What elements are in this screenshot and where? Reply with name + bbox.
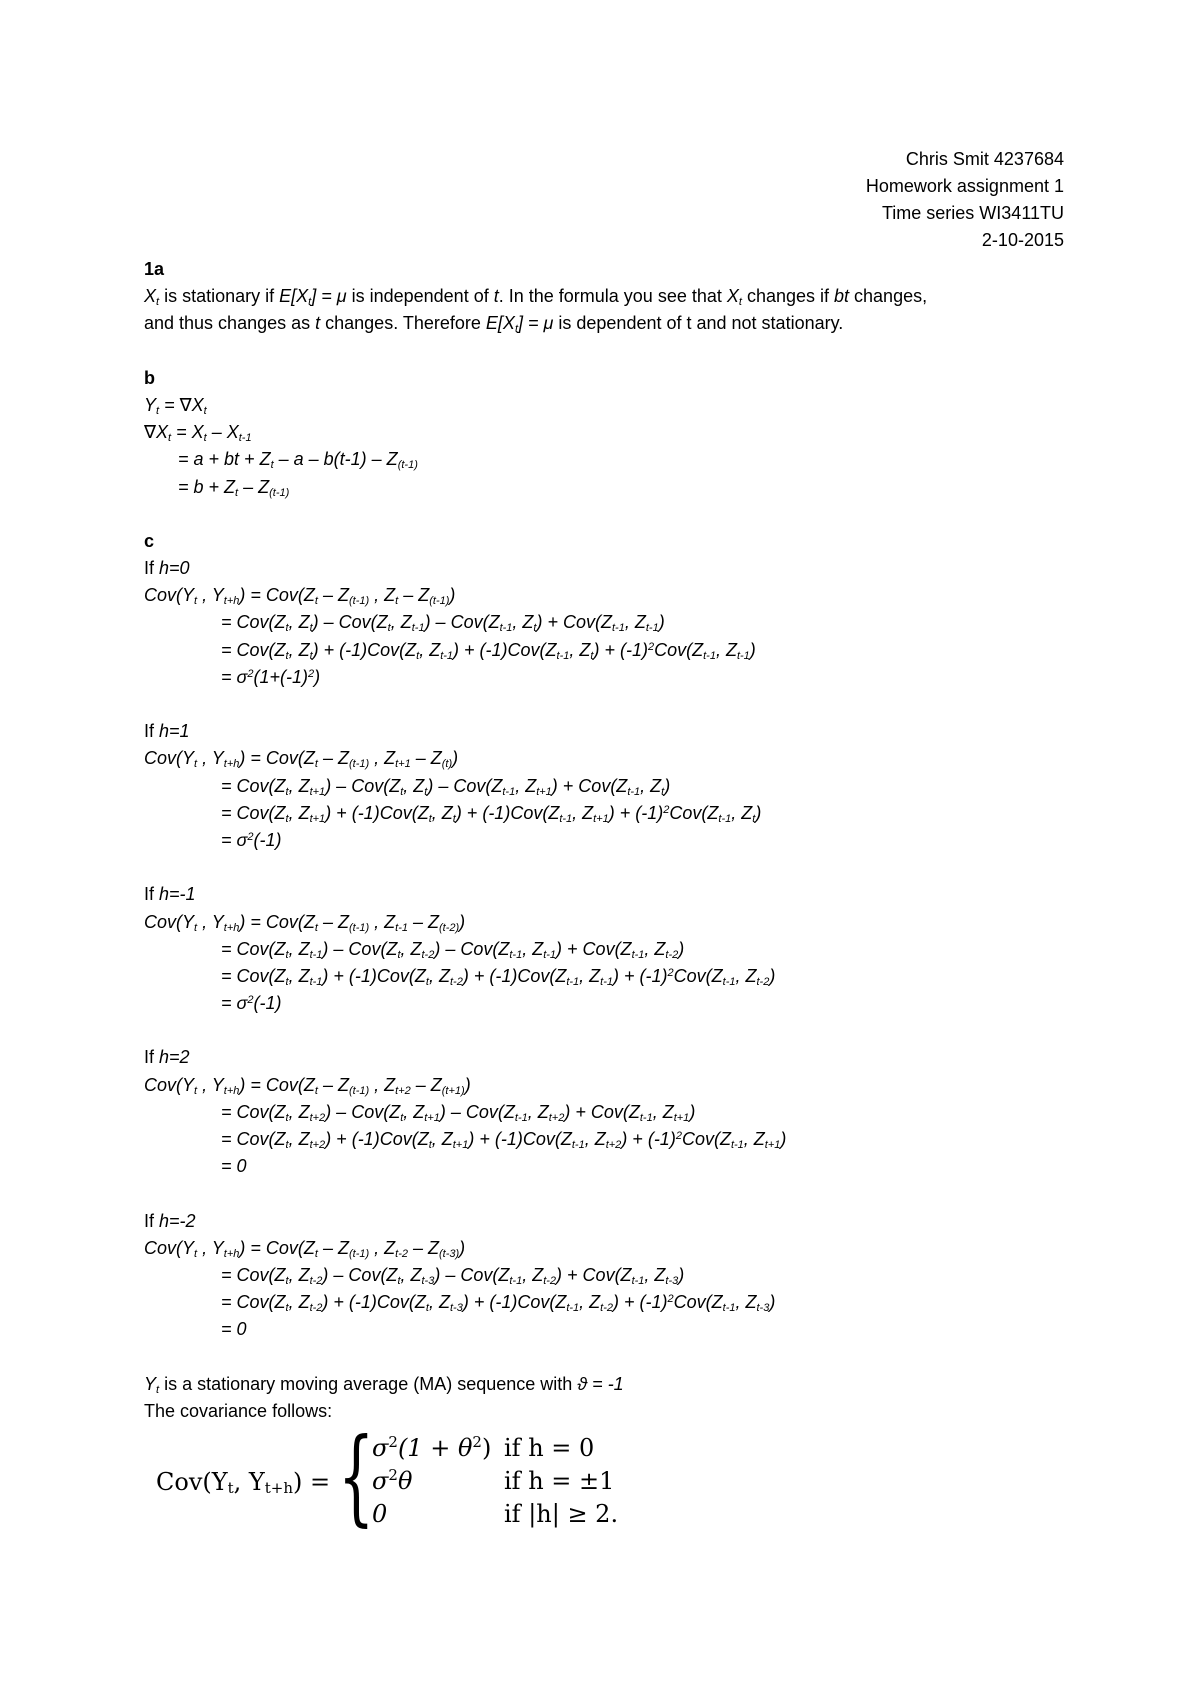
- case-cov-line-1: $Cov(Y_t$ , $Y_{t+h}) = Cov(Z_t - Z_{(t-1)}$ , $Z_{t-2} - Z_{(t-3)}$): [144, 1237, 466, 1260]
- part-a-line-2: and thus changes as t changes. Therefore $E[X_t] = \mu$ is dependent of t and not stationary.: [144, 313, 844, 336]
- case-cov-line-3: = $Cov(Z_t$, $Z_{t+2}) + (-1)Cov(Z_t$, $Z_{t+1}) + (-1)Cov(Z_{t-1}$, $Z_{t+2}) + (-1)^2Cov(Z_{t-1}$, $Z_{t+1}$): [221, 1129, 787, 1151]
- case-cov-line-3: = $Cov(Z_t$, $Z_{t+1}) + (-1)Cov(Z_t$, $Z_t) + (-1)Cov(Z_{t-1}$, $Z_{t+1}) + (-1)^2Cov(Z_{t-1}$, $Z_t$): [221, 802, 762, 825]
- date-line: 2-10-2015: [981, 230, 1064, 250]
- case-cov-line-2: = $Cov(Z_t$, $Z_t) - Cov(Z_t$, $Z_{t-1}) - Cov(Z_{t-1}$, $Z_t) + Cov(Z_{t-1}$, $Z_{t-1}$): [221, 612, 665, 635]
- case-label: If h=2: [144, 1047, 190, 1068]
- covariance-follows: The covariance follows:: [144, 1400, 333, 1421]
- heading-b: b: [144, 367, 155, 388]
- case-result-line: = $\sigma^2(-1)$: [221, 829, 282, 850]
- case-result-line: = $\sigma^2(1+(-1)^2)$: [221, 666, 321, 687]
- covariance-formula: [156, 1415, 636, 1540]
- case-label: If h=0: [144, 558, 190, 579]
- covariance-case: [144, 555, 1084, 718]
- case-cov-line-1: $Cov(Y_t$ , $Y_{t+h}) = Cov(Z_t - Z_{(t-1)}$ , $Z_{t+1} - Z_{(t)}$): [144, 748, 459, 771]
- document-body: [144, 256, 1084, 1425]
- covariance-case: [144, 718, 1084, 881]
- covariance-case: [144, 1044, 1084, 1207]
- part-b-line-1: $Y_t = \nabla X_t$: [144, 394, 207, 417]
- covariance-case: [144, 1208, 1084, 1371]
- part-b-line-4: = $b + Z_t - Z_{(t-1)}$: [178, 476, 290, 499]
- author-line: Chris Smit 4237684: [905, 149, 1064, 169]
- heading-1a: 1a: [144, 259, 165, 279]
- case-cov-line-2: = $Cov(Z_t$, $Z_{t-1}) - Cov(Z_t$, $Z_{t-2}) - Cov(Z_{t-1}$, $Z_{t-1}) + Cov(Z_{t-1}$, $Z_{t-2}$): [221, 938, 685, 961]
- case-result-line: = $\sigma^2(-1)$: [221, 993, 282, 1014]
- case-label: If h=1: [144, 721, 190, 742]
- case-cov-line-3: = $Cov(Z_t$, $Z_{t-2}) + (-1)Cov(Z_t$, $Z_{t-3}) + (-1)Cov(Z_{t-1}$, $Z_{t-2}) + (-1)^2Cov(Z_{t-1}$, $Z_{t-3}$): [221, 1292, 776, 1315]
- case-cov-line-2: = $Cov(Z_t$, $Z_{t+1}) - Cov(Z_t$, $Z_t) - Cov(Z_{t-1}$, $Z_{t+1}) + Cov(Z_{t-1}$, $Z_t$): [221, 775, 671, 798]
- covariance-case: [144, 881, 1084, 1044]
- formula-lhs: $Cov(Y_t$, $Y_{t+h}$) =: [156, 1468, 331, 1497]
- case-result-line: = 0: [221, 1156, 247, 1177]
- case-cov-line-3: = $Cov(Z_t$, $Z_t) + (-1)Cov(Z_t$, $Z_{t-1}) + (-1)Cov(Z_{t-1}$, $Z_t) + (-1)^2Cov(Z_{t-1}$, $Z_{t-1}$): [221, 639, 756, 662]
- part-a-line-1: $X_t$ is stationary if $E[X_t] = \mu$ is independent of t. In the formula you see that $X_t$ changes if bt changes,: [144, 286, 928, 309]
- left-brace: {: [338, 1415, 375, 1537]
- case-result-line: = 0: [221, 1319, 247, 1340]
- conclusion-line: $Y_t$ is a stationary moving average (MA) sequence with ϑ = -1: [144, 1373, 624, 1396]
- assignment-line: Homework assignment 1: [865, 176, 1064, 196]
- course-line: Time series WI3411TU: [881, 203, 1064, 223]
- case-cov-line-3: = $Cov(Z_t$, $Z_{t-1}) + (-1)Cov(Z_t$, $Z_{t-2}) + (-1)Cov(Z_{t-1}$, $Z_{t-1}) + (-1)^2Cov(Z_{t-1}$, $Z_{t-2}$): [221, 965, 776, 988]
- case-cov-line-2: = $Cov(Z_t$, $Z_{t+2}) - Cov(Z_t$, $Z_{t+1}) - Cov(Z_{t-1}$, $Z_{t+2}) + Cov(Z_{t-1}$, $Z_{t+1}$): [221, 1101, 696, 1124]
- case-label: If h=-1: [144, 884, 196, 905]
- case-cov-line-1: $Cov(Y_t$ , $Y_{t+h}) = Cov(Z_t - Z_{(t-1)}$ , $Z_{t-1} - Z_{(t-2)}$): [144, 911, 466, 934]
- case-cov-line-1: $Cov(Y_t$ , $Y_{t+h}) = Cov(Z_t - Z_{(t-1)}$ , $Z_t - Z_{(t-1)}$): [144, 585, 456, 608]
- formula-case-row: $\sigma^2(1 + \theta^2)$ if h = 0: [372, 1433, 595, 1462]
- case-label: If h=-2: [144, 1210, 196, 1231]
- case-cov-line-2: = $Cov(Z_t$, $Z_{t-2}) - Cov(Z_t$, $Z_{t-3}) - Cov(Z_{t-1}$, $Z_{t-2}) + Cov(Z_{t-1}$, $Z_{t-3}$): [221, 1264, 685, 1287]
- formula-cases: [372, 1432, 618, 1531]
- header-block: [866, 146, 1064, 254]
- part-b-line-2: $\nabla X_t = X_t - X_{t-1}$: [144, 422, 252, 445]
- covariance-cases: [144, 555, 1084, 1371]
- case-cov-line-1: $Cov(Y_t$ , $Y_{t+h}) = Cov(Z_t - Z_{(t-1)}$ , $Z_{t+2} - Z_{(t+1)}$): [144, 1074, 471, 1097]
- formula-case-row: 0 if |h| ≥ 2.: [372, 1500, 619, 1528]
- heading-c: c: [144, 530, 155, 551]
- formula-case-row: $\sigma^2\theta$ if h = ±1: [372, 1466, 615, 1495]
- part-b-line-3: = a + bt + $Z_t$ – a – $b(t-1) - Z_{(t-1)}$: [178, 449, 418, 472]
